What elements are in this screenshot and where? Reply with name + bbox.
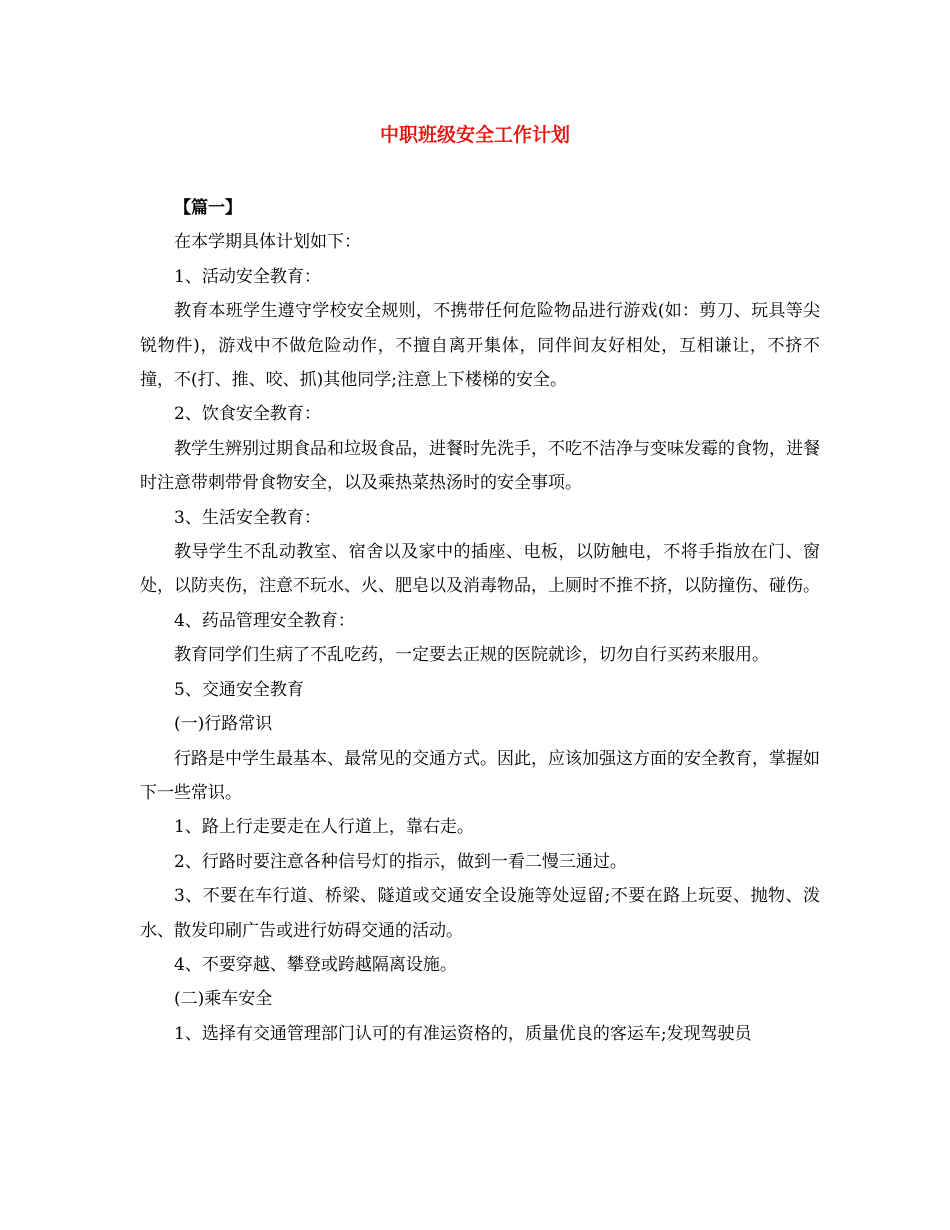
paragraph: 教育本班学生遵守学校安全规则，不携带任何危险物品进行游戏(如：剪刀、玩具等尖锐物件)，游戏中不做危险动作，不擅自离开集体，同伴间友好相处，互相谦让，不挤不撞，不(打、推、咬、抓)其他同学;注意上下楼梯的安全。	[140, 301, 820, 391]
paragraph: 3、生活安全教育：	[174, 507, 321, 528]
document-title: 中职班级安全工作计划	[379, 124, 570, 146]
paragraph: 在本学期具体计划如下：	[174, 232, 361, 253]
paragraph: 行路是中学生最基本、最常见的交通方式。因此，应该加强这方面的安全教育，掌握如下一些常识。	[140, 748, 820, 803]
paragraph: 3、不要在车行道、桥梁、隧道或交通安全设施等处逗留;不要在路上玩耍、抛物、泼水、散发印刷广告或进行妨碍交通的活动。	[140, 886, 820, 941]
document-body	[140, 191, 820, 1051]
paragraph: 教导学生不乱动教室、宿舍以及家中的插座、电板，以防触电，不将手指放在门、窗处，以防夹伤，注意不玩水、火、肥皂以及消毒物品，上厕时不推不挤，以防撞伤、碰伤。	[140, 542, 820, 597]
paragraph: 1、路上行走要走在人行道上，靠右走。	[174, 817, 474, 838]
paragraph: 教育同学们生病了不乱吃药，一定要去正规的医院就诊，切勿自行买药来服用。	[174, 645, 769, 666]
paragraph: 1、选择有交通管理部门认可的有准运资格的，质量优良的客运车;发现驾驶员	[174, 1023, 752, 1044]
paragraph: 5、交通安全教育	[174, 679, 304, 700]
paragraph: (一)行路常识	[174, 714, 273, 735]
paragraph: 4、药品管理安全教育：	[174, 610, 355, 631]
paragraph: 2、饮食安全教育：	[174, 404, 321, 425]
paragraph: 4、不要穿越、攀登或跨越隔离设施。	[174, 954, 457, 975]
paragraph: 2、行路时要注意各种信号灯的指示，做到一看二慢三通过。	[174, 851, 627, 872]
paragraph: (二)乘车安全	[174, 989, 273, 1010]
section-heading: 【篇一】	[174, 198, 242, 218]
paragraph: 教学生辨别过期食品和垃圾食品，进餐时先洗手，不吃不洁净与变味发霉的食物，进餐时注意带刺带骨食物安全，以及乘热菜热汤时的安全事项。	[140, 438, 820, 494]
paragraph: 1、活动安全教育：	[174, 266, 321, 287]
